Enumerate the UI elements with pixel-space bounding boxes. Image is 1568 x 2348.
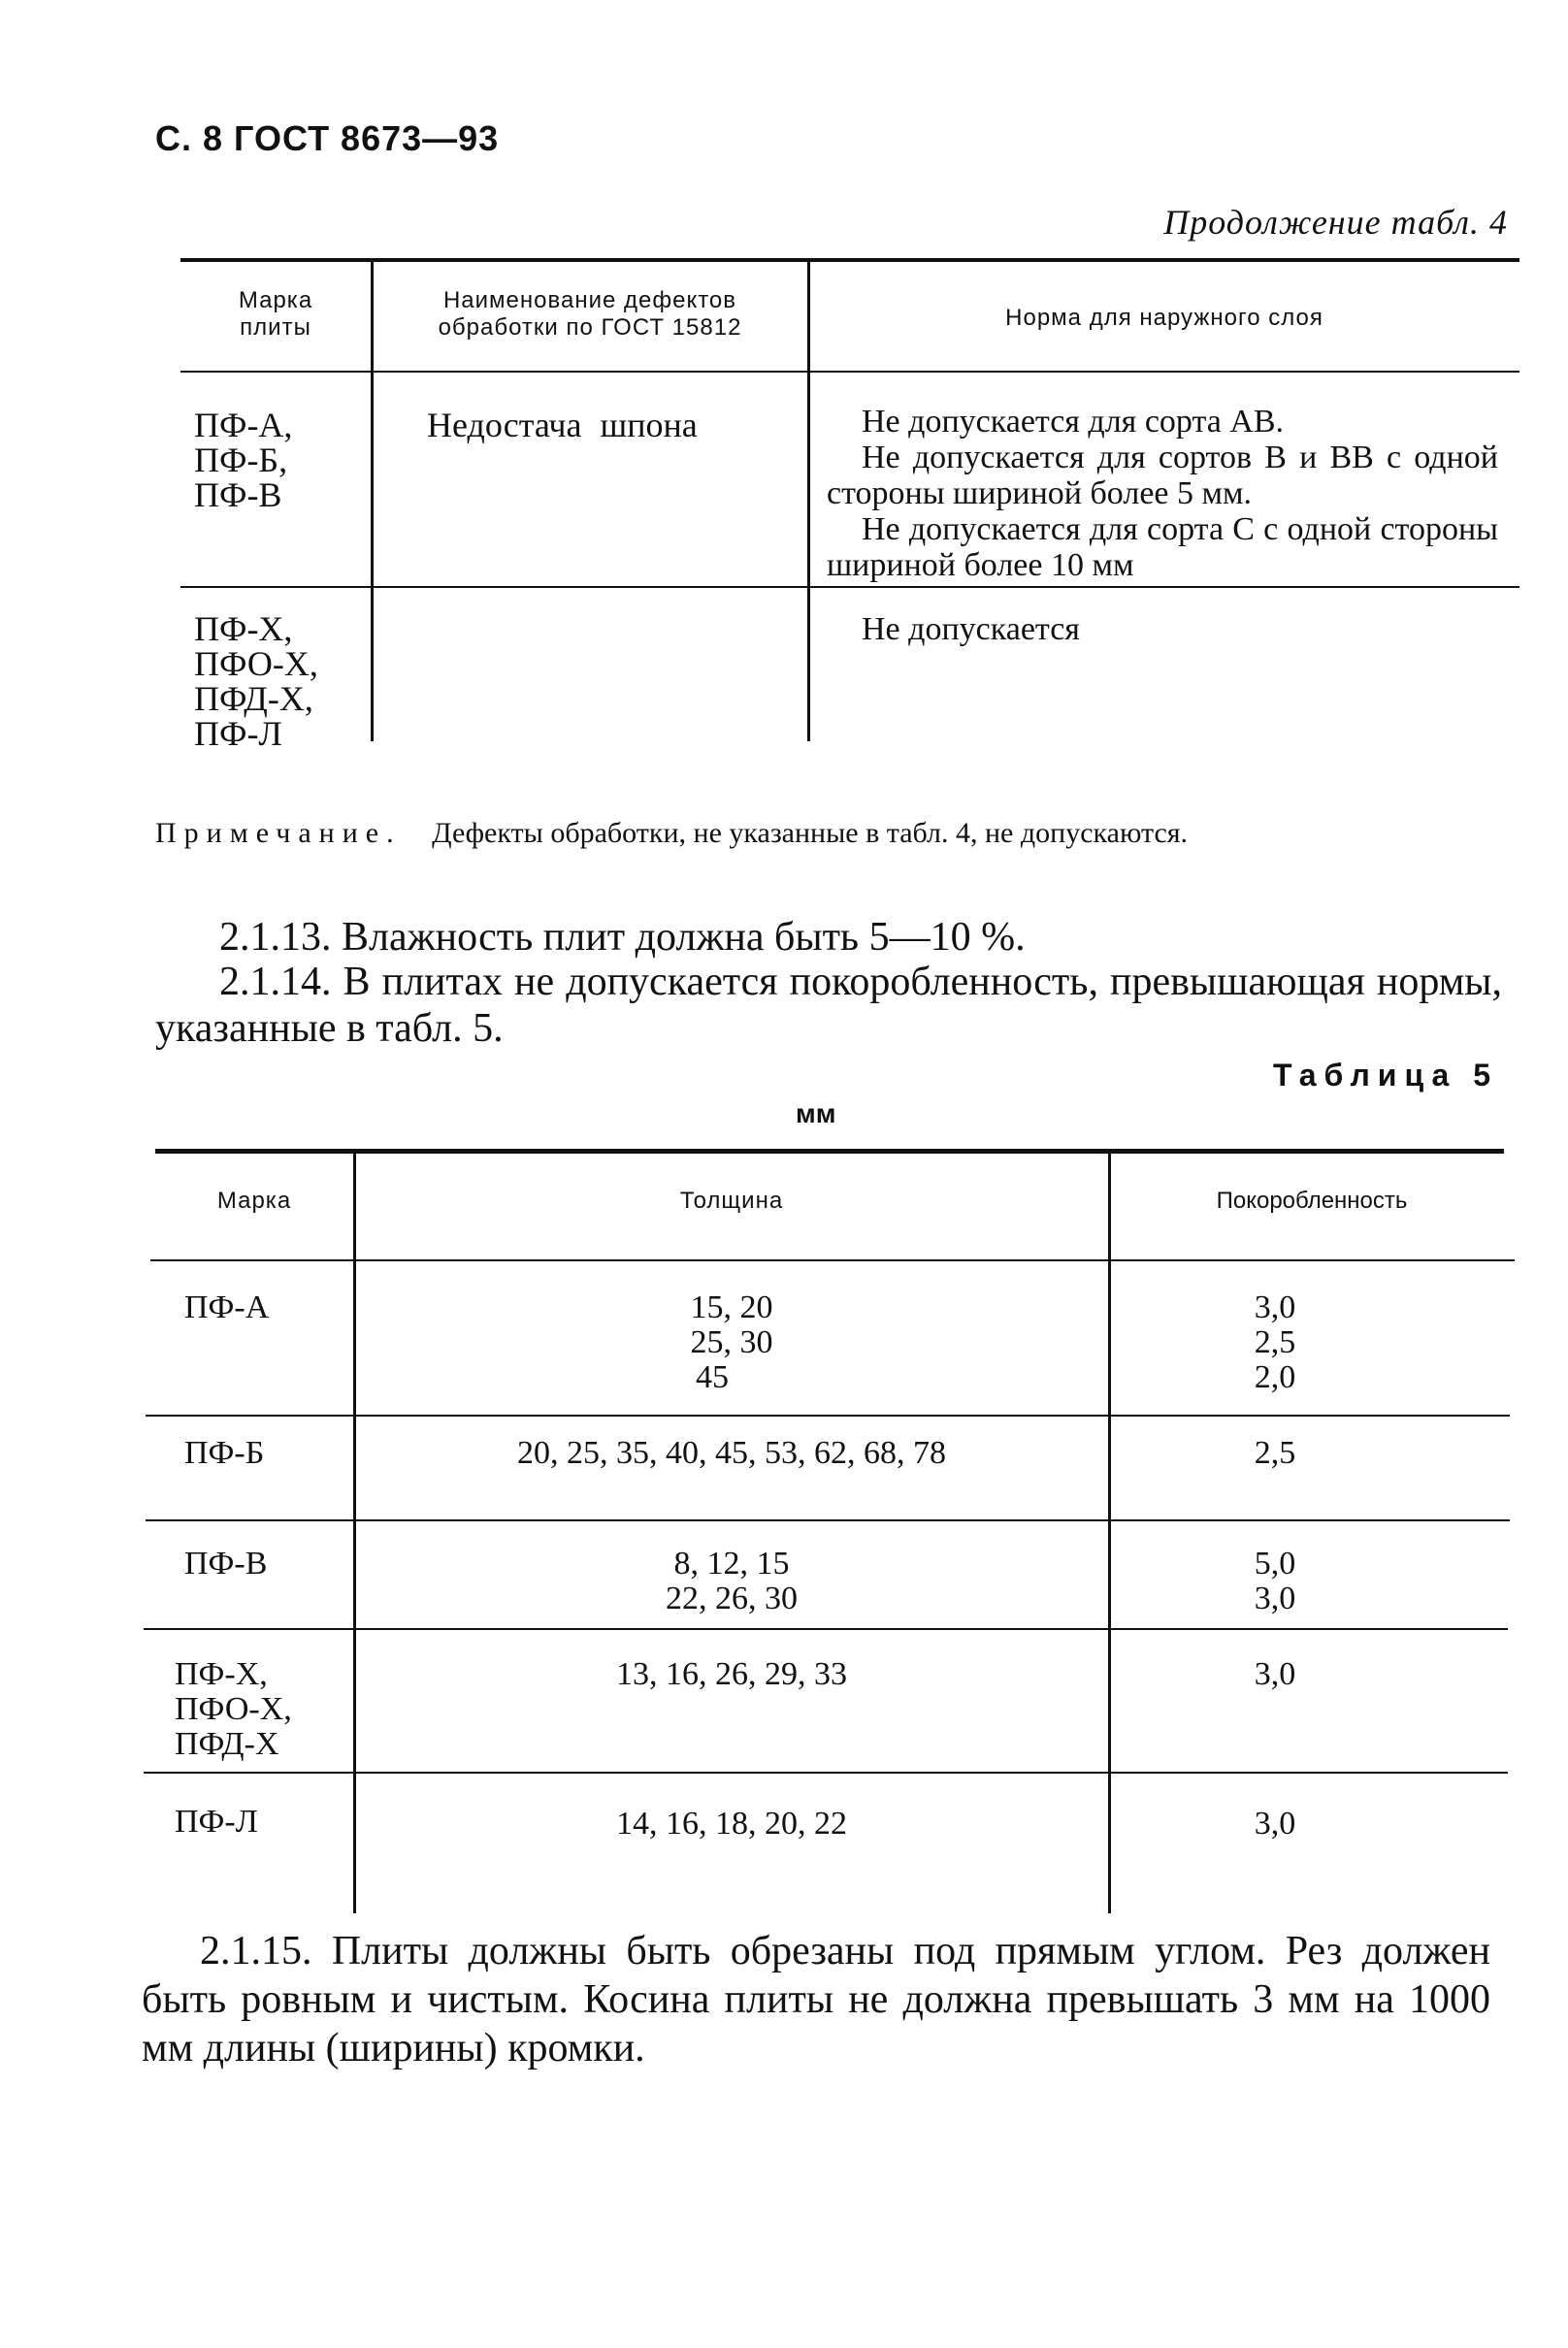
grade: ПФ-Б, — [194, 440, 288, 479]
norm-line: Не допускается для сорта С с одной стороны шириной более 10 мм — [827, 511, 1498, 583]
table5-row5-thickness: 14, 16, 18, 20, 22 — [616, 1806, 847, 1842]
thickness-value: 15, 20 — [690, 1289, 773, 1325]
table4-top-rule — [180, 258, 1519, 262]
grade: ПФ-Х, — [175, 1656, 268, 1692]
page-header: С. 8 ГОСТ 8673—93 — [155, 118, 500, 158]
grade: ПФО-Х, — [175, 1691, 292, 1727]
grade: ПФД-Х, — [194, 679, 313, 718]
grade: ПФД-Х — [175, 1726, 279, 1762]
table5-row-rule — [144, 1772, 1508, 1774]
thickness-value: 22, 26, 30 — [666, 1581, 798, 1616]
warp-value: 2,0 — [1254, 1359, 1296, 1395]
table5-unit: мм — [796, 1098, 836, 1128]
table5-row5-grade: ПФ-Л — [175, 1804, 258, 1840]
table5-top-rule — [155, 1149, 1504, 1154]
table5-title: Таблица 5 — [1272, 1058, 1498, 1092]
table4-row2-norms: Не допускается — [862, 611, 1080, 647]
norm-line: Не допускается для сорта АВ. — [862, 404, 1285, 440]
paragraph-2-1-13: 2.1.13. Влажность плит должна быть 5—10 %. — [219, 915, 1026, 960]
table5-row3-warp — [1110, 1547, 1440, 1616]
table5-header-warp: Покоробленность — [1216, 1188, 1408, 1214]
grade: ПФ-В — [194, 475, 282, 514]
table4-header-defect — [373, 287, 807, 342]
table5-row4-grades — [175, 1657, 292, 1762]
warp-value: 3,0 — [1254, 1289, 1296, 1325]
warp-value: 2,5 — [1254, 1324, 1296, 1360]
table4-header-grade — [180, 287, 371, 342]
grade: ПФ-Х, — [194, 609, 293, 648]
header-line: Наименование дефектов — [442, 287, 737, 313]
table5-row3-grade: ПФ-В — [184, 1546, 268, 1582]
table5-row4-warp: 3,0 — [1254, 1656, 1296, 1692]
table5-row-rule — [146, 1519, 1510, 1521]
thickness-value: 45 — [696, 1359, 729, 1395]
table5-row2-grade: ПФ-Б — [184, 1435, 265, 1471]
grade: ПФ-Л — [194, 714, 282, 753]
table4-col-divider-2 — [807, 260, 810, 741]
table4-row1-defect: Недостача шпона — [427, 406, 698, 444]
header-line: обработки по ГОСТ 15812 — [438, 314, 742, 341]
table4-row2-grades — [194, 611, 318, 751]
table5-row4-thickness: 13, 16, 26, 29, 33 — [616, 1656, 847, 1692]
table5-row1-warp — [1110, 1290, 1440, 1395]
thickness-value: 25, 30 — [690, 1324, 773, 1360]
warp-value: 5,0 — [1254, 1546, 1296, 1582]
table5-col-divider-1 — [353, 1151, 356, 1913]
header-line: Марка — [238, 287, 313, 313]
norm-line: Не допускается для сортов В и ВВ с одной стороны шириной более 5 мм. — [827, 440, 1498, 511]
table5-row1-grade: ПФ-А — [184, 1289, 270, 1325]
table5-col-divider-2 — [1108, 1151, 1111, 1913]
thickness-value: 8, 12, 15 — [673, 1546, 790, 1582]
table5-row-rule — [146, 1415, 1510, 1417]
note-label: Примечание. — [155, 817, 402, 849]
table5-row2-thickness: 20, 25, 35, 40, 45, 53, 62, 68, 78 — [517, 1435, 946, 1471]
table5-row1-thickness — [355, 1290, 1108, 1395]
table4-row-rule — [180, 586, 1519, 588]
warp-value: 3,0 — [1254, 1581, 1296, 1616]
table4-header-norm: Норма для наружного слоя — [1005, 305, 1323, 331]
table4-header-rule — [180, 371, 1519, 373]
paragraph-2-1-14: 2.1.14. В плитах не допускается покоробленность, превышающая нормы, указанные в табл. 5. — [155, 960, 1502, 1051]
table5-row2-warp: 2,5 — [1254, 1435, 1296, 1471]
table5-header-grade: Марка — [216, 1188, 292, 1214]
grade: ПФО-Х, — [194, 644, 318, 683]
header-line: плиты — [240, 314, 311, 341]
table5-row5-warp: 3,0 — [1254, 1806, 1296, 1842]
note-text: Дефекты обработки, не указанные в табл. 4, не допускаются. — [432, 817, 1189, 849]
table4-row1-norms — [827, 404, 1498, 583]
paragraph-2-1-15: 2.1.15. Плиты должны быть обрезаны под прямым углом. Рез должен быть ровным и чистым. Косина плиты не должна превышать 3 мм на 1000 мм длины (ширины) кромки. — [142, 1929, 1490, 2071]
table4-continuation: Продолжение табл. 4 — [1163, 203, 1508, 242]
table5-header-thickness: Толщина — [679, 1188, 784, 1214]
grade: ПФ-А, — [194, 406, 293, 444]
table5-row3-thickness — [355, 1547, 1108, 1616]
table4-note — [155, 811, 1502, 856]
table5-row-rule — [144, 1628, 1508, 1630]
table4-row1-grades — [194, 408, 292, 512]
